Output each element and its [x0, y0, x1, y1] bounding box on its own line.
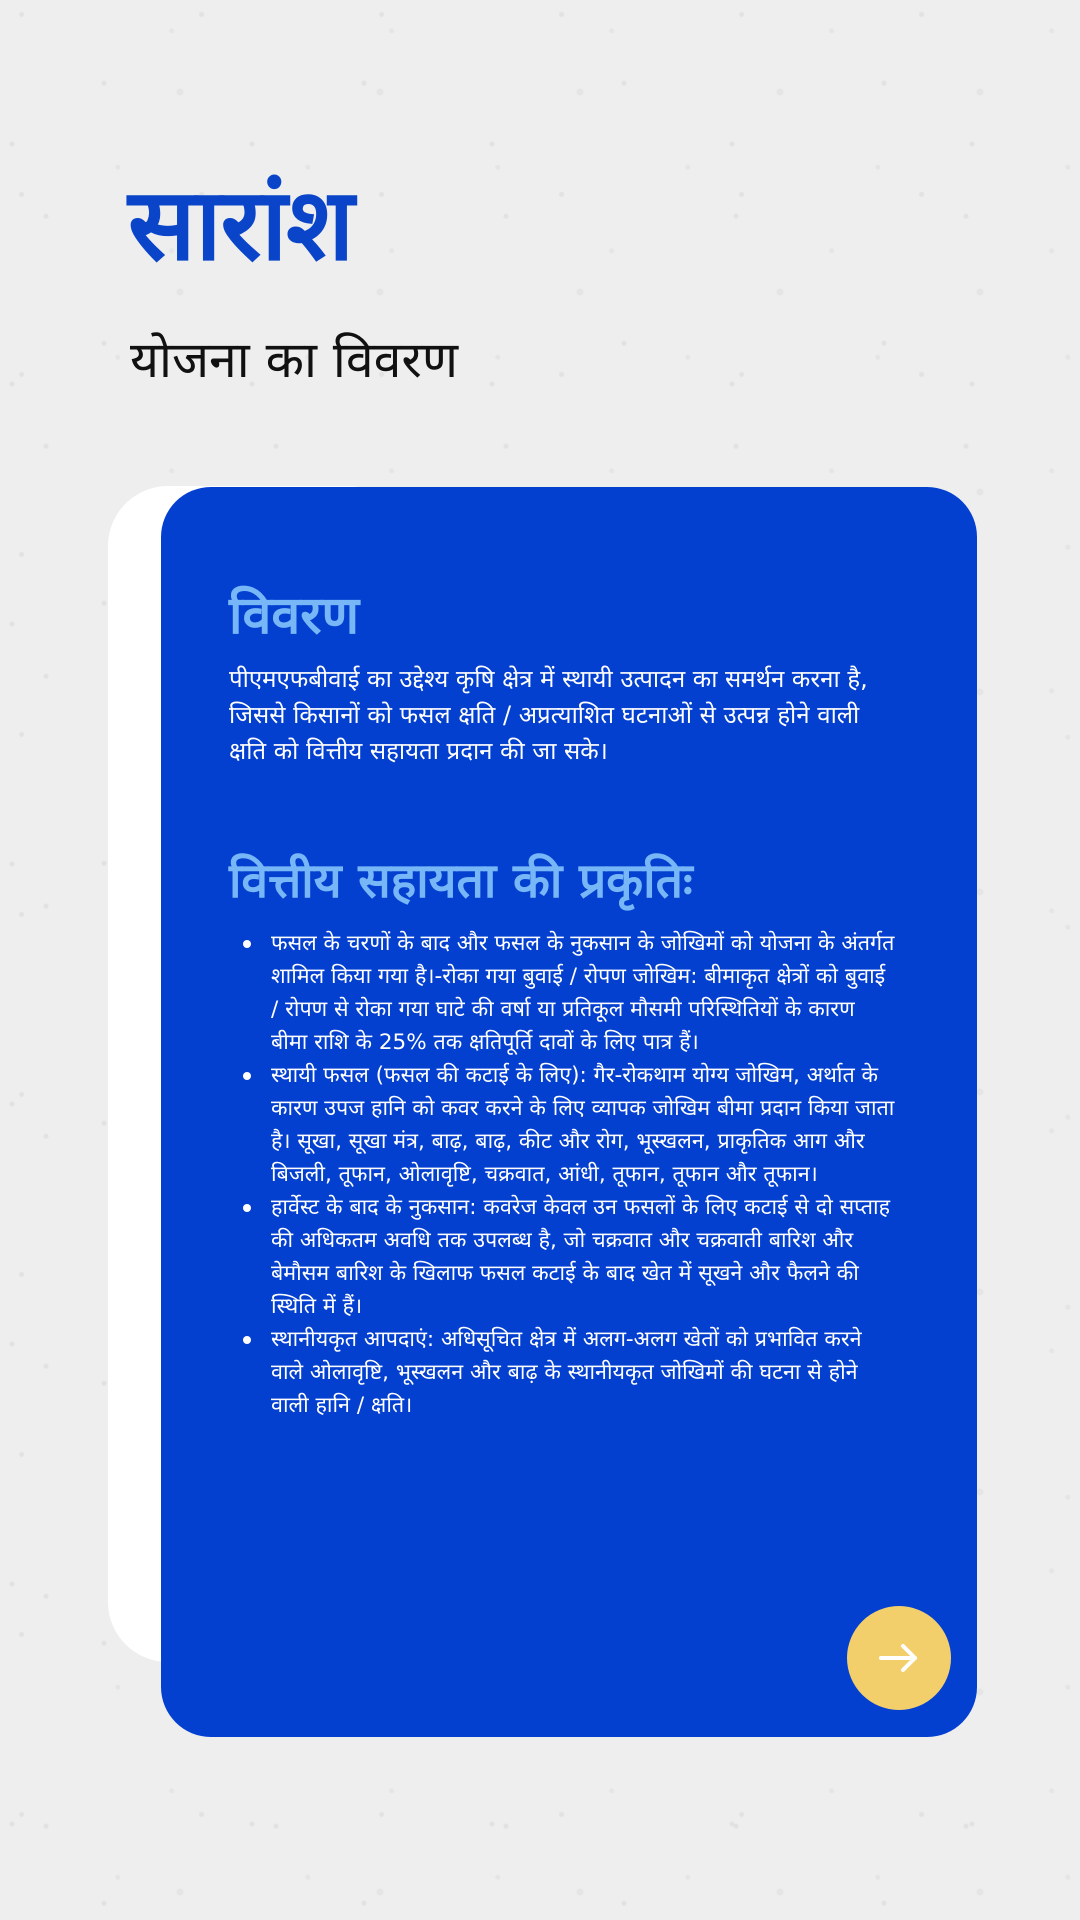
bullet-icon: [243, 940, 251, 948]
next-button[interactable]: [847, 1606, 951, 1710]
bullet-icon: [243, 1336, 251, 1344]
list-item: [229, 927, 897, 1059]
scheme-details-card: [161, 487, 977, 1737]
description-text: पीएमएफबीवाई का उद्देश्य कृषि क्षेत्र में स्थायी उत्पादन का समर्थन करना है, जिससे किसानों को फसल क्षति / अप्रत्याशित घटनाओं से उत्पन्न होने वाली क्षति को वित्तीय सहायता प्रदान की जा सके।: [229, 665, 868, 766]
arrow-right-icon: [875, 1634, 923, 1682]
list-item: [229, 1191, 897, 1323]
page-subtitle: योजना का विवरण: [130, 331, 459, 389]
list-item: [229, 1323, 897, 1422]
list-item-text: स्थानीयकृत आपदाएं: अधिसूचित क्षेत्र में अलग-अलग खेतों को प्रभावित करने वाले ओलावृष्टि, भूस्खलन और बाढ़ के स्थानीयकृत जोखिमों की घटना से होने वाली हानि / क्षति।: [271, 1326, 862, 1418]
list-item-text: हार्वेस्ट के बाद के नुकसान: कवरेज केवल उन फसलों के लिए कटाई से दो सप्ताह की अधिकतम अवधि तक उपलब्ध है, जो चक्रवात और चक्रवाती बारिश और बेमौसम बारिश के खिलाफ फसल कटाई के बाद खेत में सूखने और फैलने की स्थिति में हैं।: [271, 1194, 890, 1319]
description-heading: विवरण: [229, 586, 360, 646]
page-title: सारांश: [128, 166, 354, 283]
bullet-icon: [243, 1072, 251, 1080]
bullet-icon: [243, 1204, 251, 1212]
list-item: [229, 1059, 897, 1191]
financial-assistance-heading: वित्तीय सहायता की प्रकृतिः: [229, 853, 693, 910]
financial-assistance-list: [229, 927, 897, 1422]
list-item-text: फसल के चरणों के बाद और फसल के नुकसान के जोखिमों को योजना के अंतर्गत शामिल किया गया है।-रोका गया बुवाई / रोपण जोखिम: बीमाकृत क्षेत्रों को बुवाई / रोपण से रोका गया घाटे की वर्षा या प्रतिकूल मौसमी परिस्थितियों के कारण बीमा राशि के 25% तक क्षतिपूर्ति दावों के लिए पात्र हैं।: [271, 930, 895, 1055]
list-item-text: स्थायी फसल (फसल की कटाई के लिए): गैर-रोकथाम योग्य जोखिम, अर्थात के कारण उपज हानि को कवर करने के लिए व्यापक जोखिम बीमा प्रदान किया जाता है। सूखा, सूखा मंत्र, बाढ़, बाढ़, कीट और रोग, भूस्खलन, प्राकृतिक आग और बिजली, तूफान, ओलावृष्टि, चक्रवात, आंधी, तूफान, तूफान और तूफान।: [271, 1062, 895, 1187]
